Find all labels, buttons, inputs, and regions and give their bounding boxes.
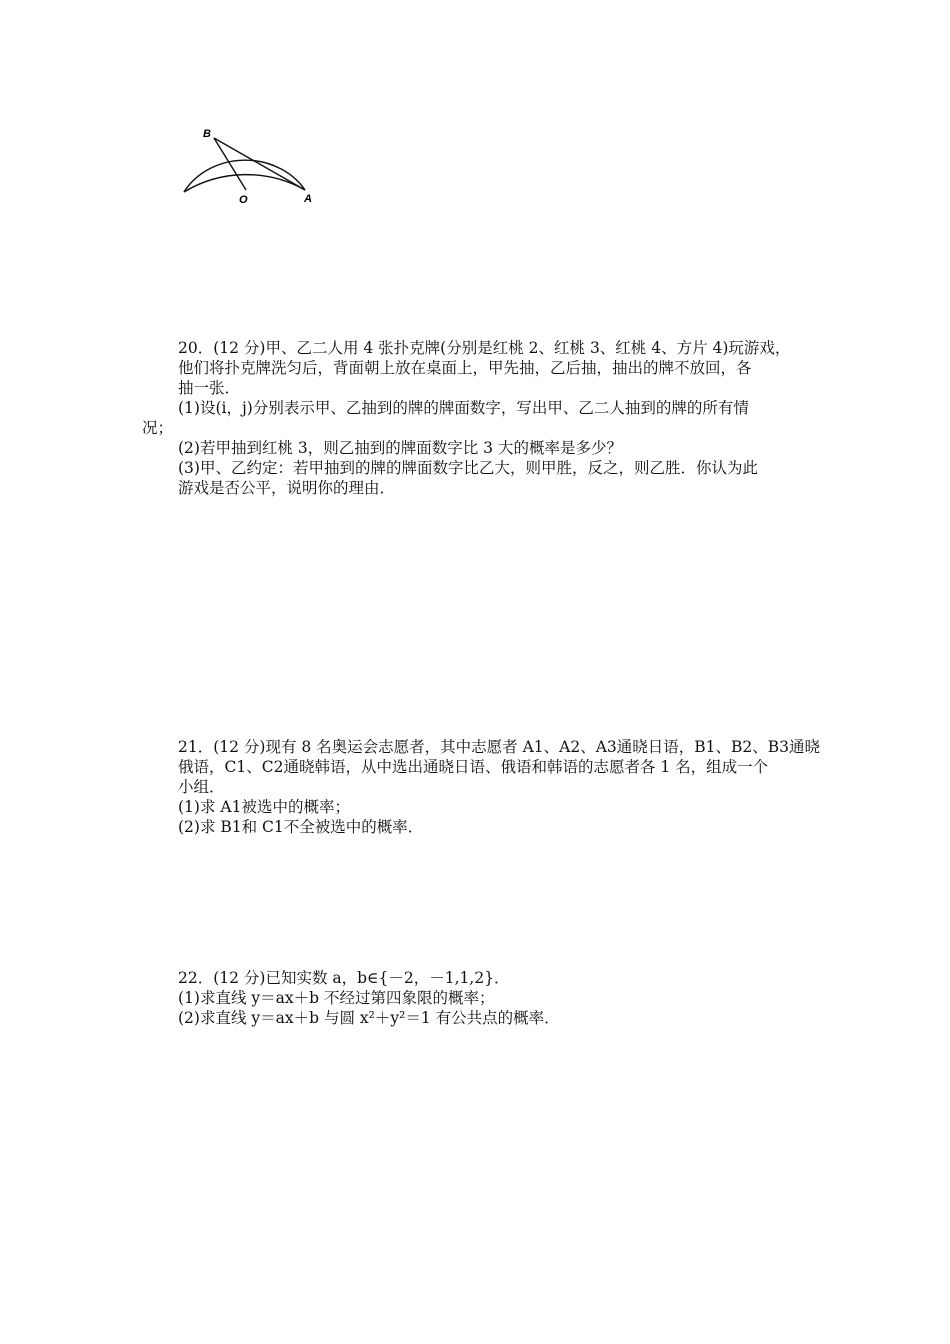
semicircle-figure xyxy=(170,118,340,213)
q20-part3: (3)甲、乙约定：若甲抽到的牌的牌面数字比乙大，则甲胜，反之，则乙胜．你认为此 xyxy=(178,459,758,477)
label-o: O xyxy=(239,194,248,206)
q20-part3-cont: 游戏是否公平，说明你的理由． xyxy=(178,479,396,497)
q21-line3: 小组． xyxy=(178,778,225,796)
q21-part1: (1)求 A1被选中的概率； xyxy=(178,798,350,816)
question-21 xyxy=(178,737,821,837)
q21-line2: 俄语，C1、C2通晓韩语，从中选出通晓日语、俄语和韩语的志愿者各 1 名，组成一个 xyxy=(178,758,769,776)
q22-line1: 22．(12 分)已知实数 a，b∈{－2，－1,1,2}． xyxy=(178,969,510,987)
q22-part2: (2)求直线 y＝ax＋b 与圆 x²＋y²＝1 有公共点的概率． xyxy=(178,1009,560,1027)
arc xyxy=(184,175,305,192)
q20-part1: (1)设(i，j)分别表示甲、乙抽到的牌的牌面数字，写出甲、乙二人抽到的牌的所有情 xyxy=(178,399,749,417)
q20-line1: 20．(12 分)甲、乙二人用 4 张扑克牌(分别是红桃 2、红桃 3、红桃 4、方片 4)玩游戏， xyxy=(178,339,791,357)
label-b: B xyxy=(203,128,211,140)
q21-line1: 21．(12 分)现有 8 名奥运会志愿者，其中志愿者 A1、A2、A3通晓日语，B1、B2、B3通晓 xyxy=(178,738,821,756)
q22-part1: (1)求直线 y＝ax＋b 不经过第四象限的概率； xyxy=(178,989,495,1007)
q20-line2: 他们将扑克牌洗匀后，背面朝上放在桌面上，甲先抽，乙后抽，抽出的牌不放回，各 xyxy=(178,359,752,377)
q20-line3: 抽一张． xyxy=(178,379,241,397)
question-22 xyxy=(178,968,818,1028)
q20-part1-cont: 况； xyxy=(142,419,174,437)
q21-part2: (2)求 B1和 C1不全被选中的概率． xyxy=(178,818,424,836)
label-a: A xyxy=(304,193,312,205)
q20-part2: (2)若甲抽到红桃 3，则乙抽到的牌面数字比 3 大的概率是多少？ xyxy=(178,439,622,457)
question-20 xyxy=(142,338,818,498)
segment-ba xyxy=(214,138,305,190)
